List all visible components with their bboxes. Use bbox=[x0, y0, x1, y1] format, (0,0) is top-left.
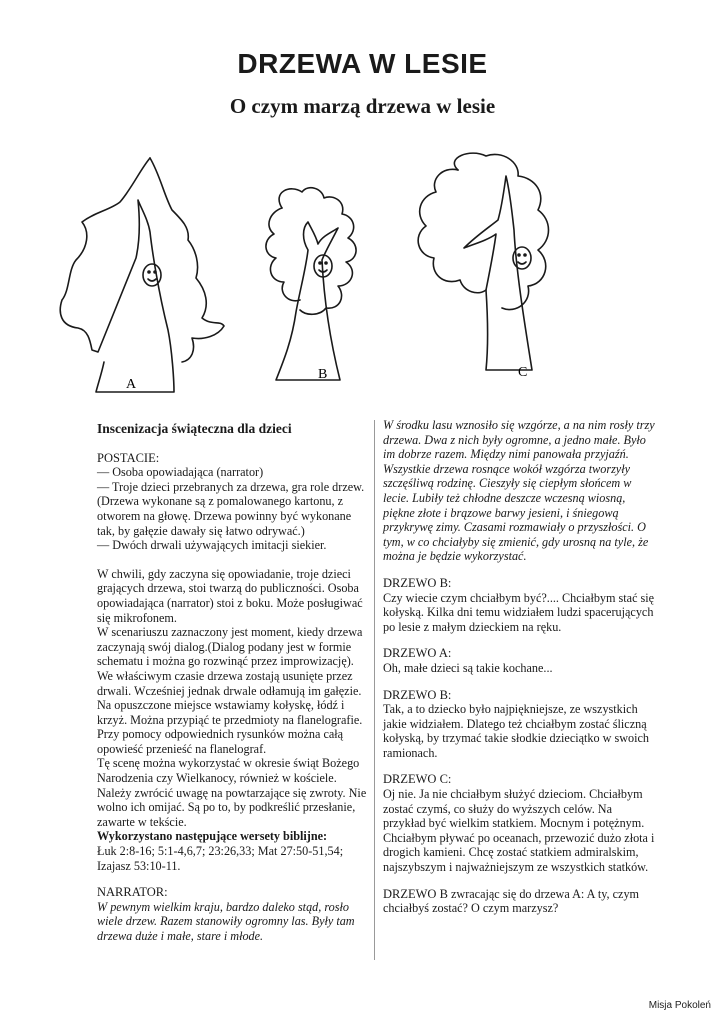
dialog-text: Czy wiecie czym chciałbym być?.... Chciałbym stać się kołyską. Kilka dni temu widziałem ludzi spacerujących po lesie z małym dzieckiem na ręku. bbox=[383, 590, 655, 634]
leafy-tree-icon bbox=[266, 188, 356, 380]
dialog-text: zwracając się do drzewa A: A ty, czym chciałbyś zostać? O czym marzysz? bbox=[383, 886, 640, 916]
paragraph: W chwili, gdy zaczyna się opowiadanie, troje dzieci grających drzewa, stoi twarzą do publiczności. Osoba opowiadająca (narrator) stoi z boku. Może posługiwać się mikrofonem. bbox=[97, 566, 363, 625]
speaker-label: DRZEWO B: bbox=[383, 575, 452, 590]
postacie-label: POSTACIE: bbox=[97, 450, 160, 465]
verses-label: Wykorzystano następujące wersety biblijne: bbox=[97, 829, 328, 844]
narrator-text: W pewnym wielkim kraju, bardzo daleko stąd, rosło wiele drzew. Razem stanowiły ogromny las. Były tam drzewa duże i małe, stare i młode. bbox=[97, 899, 355, 943]
postacie-item: — Troje dzieci przebranych za drzewa, gra role drzew. (Drzewa wykonane są z pomalowanego kartonu, z otworem na głowę. Drzewa powinny być wykonane tak, by gałęzie dawały się łatwo odrywać.) bbox=[97, 479, 365, 538]
footer-credit: Misja Pokoleń bbox=[648, 1000, 711, 1011]
paragraph: Tę scenę można wykorzystać w okresie świąt Bożego Narodzenia czy Wielkanocy, również w kościele. Należy zwrócić uwagę na powtarzające się zwroty. Nie wolno ich omijać. Są po to, by podkreślić przesłanie, zawarte w tekście. bbox=[97, 756, 367, 829]
speaker-label: DRZEWO B: bbox=[383, 687, 452, 702]
left-column bbox=[97, 422, 367, 944]
tree-label-b: B bbox=[318, 367, 328, 382]
dialog-text: Oj nie. Ja nie chciałbym służyć dzieciom. Chciałbym zostać czymś, co służy do wyższych celów. Na przykład być wielkim statkiem. Mocnym i potężnym. Chciałbym pływać po oceanach, przewozić dużo złota i drogich kamieni. Chcę zostać statkiem admiralskim, najszybszym i najważniejszym ze wszystkich statków. bbox=[383, 787, 655, 875]
narrator-label: NARRATOR: bbox=[97, 885, 168, 900]
paragraph: Na opuszczone miejsce wstawiamy kołyskę, łódź i krzyż. Można przypiąć te przedmioty na flanelografie. Przy pomocy odpowiednich rysunków można całą opowieść przenieść na flanelograf. bbox=[97, 698, 363, 756]
speaker-label: DRZEWO B bbox=[383, 886, 448, 901]
pine-tree-icon bbox=[60, 158, 224, 392]
round-tree-icon bbox=[418, 153, 548, 370]
postacie-item: — Dwóch drwali używających imitacji siekier. bbox=[97, 538, 327, 553]
dialog-text: Oh, małe dzieci są takie kochane... bbox=[383, 660, 553, 675]
narration-text: W środku lasu wznosiło się wzgórze, a na nim rosły trzy drzewa. Dwa z nich były ogromne, a jedno małe. Było im dobrze razem. Między nimi panowała przyjaźń. Wszystkie drzewa rosnące wokół wzgórza tworzyły szczęśliwą rodzinę. Cieszyły się ciepłym słońcem w lecie. Lubiły też chłodne deszcze wczesną wiosną, piękne złote i brązowe barwy jesieni, i śniegową przykrywę zimy. Czasami rozmawiały o przyszłości. O tym, w co chciałyby się zmienić, gdy urosną na tyle, że można je będzie wykorzystać. bbox=[383, 418, 655, 564]
verses: Łuk 2:8-16; 5:1-4,6,7; 23:26,33; Mat 27:50-51,54; Izajasz 53:10-11. bbox=[97, 844, 344, 873]
right-column bbox=[383, 418, 655, 916]
section-heading: Inscenizacja świąteczna dla dzieci bbox=[97, 421, 292, 436]
dialog-text: Tak, a to dziecko było najpiękniejsze, ze wszystkich jakie widziałem. Dlatego też chciałbym zostać śliczną kołyską, by trzymać takie słodkie dzieciątko w swoich ramionach. bbox=[383, 702, 650, 760]
tree-label-c: C bbox=[518, 365, 528, 380]
page-subtitle: O czym marzą drzewa w lesie bbox=[229, 94, 496, 118]
trees-illustration bbox=[40, 140, 560, 400]
page-title: DRZEWA W LESIE bbox=[237, 48, 488, 79]
tree-label-a: A bbox=[126, 377, 137, 392]
paragraph: W scenariuszu zaznaczony jest moment, kiedy drzewa zaczynają swój dialog.(Dialog podany jest w formie schematu i można go rozwinąć przez improwizację). We właściwym czasie drzewa zostają usunięte przez drwali. Wcześniej jednak drwale odłamują im gałęzie. bbox=[97, 625, 363, 698]
speaker-label: DRZEWO A: bbox=[383, 646, 452, 661]
postacie-item: — Osoba opowiadająca (narrator) bbox=[97, 465, 264, 480]
column-divider bbox=[374, 420, 375, 960]
speaker-label: DRZEWO C: bbox=[383, 772, 452, 787]
